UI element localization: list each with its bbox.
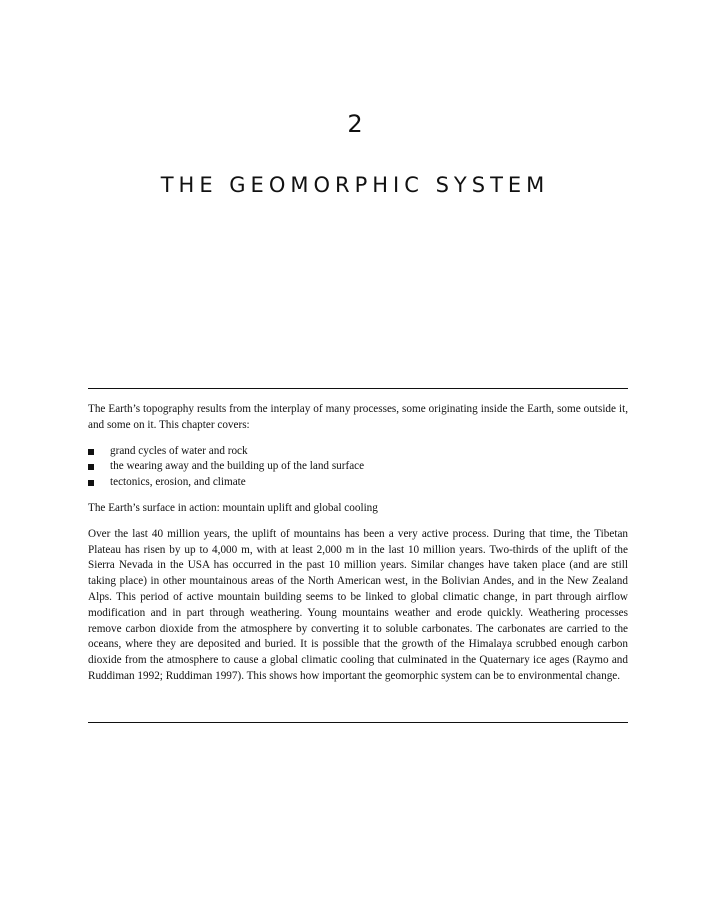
bottom-rule: [88, 722, 628, 723]
section-heading: The Earth’s surface in action: mountain uplift and global cooling: [88, 501, 378, 514]
list-item-text: tectonics, erosion, and climate: [110, 476, 246, 489]
chapter-title: THE GEOMORPHIC SYSTEM: [160, 173, 550, 197]
square-bullet-icon: [88, 464, 94, 470]
square-bullet-icon: [88, 480, 94, 486]
chapter-summary-box: [88, 402, 628, 685]
bullet-list: [88, 444, 628, 491]
intro-paragraph: The Earth’s topography results from the interplay of many processes, some originating inside the Earth, some outside it, and some on it. This chapter covers:: [88, 403, 628, 431]
list-item-text: the wearing away and the building up of the land surface: [110, 460, 365, 473]
list-item-text: grand cycles of water and rock: [110, 444, 248, 457]
list-item: [88, 444, 628, 460]
square-bullet-icon: [88, 449, 94, 455]
list-item: [88, 475, 628, 491]
list-item: [88, 459, 628, 475]
chapter-number: 2: [347, 110, 363, 138]
top-rule: [88, 388, 628, 389]
body-paragraph: Over the last 40 million years, the uplift of mountains has been a very active process. During that time, the Tibetan Plateau has risen by up to 4,000 m, with at least 2,000 m in the last 10 million years. Two-thirds of the uplift of the Sierra Nevada in the USA has occurred in the past 10 million years. Similar changes have taken place (and are still taking place) in other mountainous areas of the North American west, in the Bolivian Andes, and in the New Zealand Alps. This period of active mountain building seems to be linked to global climatic change, in part through airflow modification and in part through weathering. Young mountains weather and erode quickly. Weathering processes remove carbon dioxide from the atmosphere by converting it to soluble carbonates. The carbonates are carried to the oceans, where they are deposited and buried. It is possible that the growth of the Himalaya scrubbed enough carbon dioxide from the atmosphere to cause a global climatic cooling that culminated in the Quaternary ice ages (Raymo and Ruddiman 1992; Ruddiman 1997). This shows how important the geomorphic system can be to environmental change.: [88, 527, 628, 682]
